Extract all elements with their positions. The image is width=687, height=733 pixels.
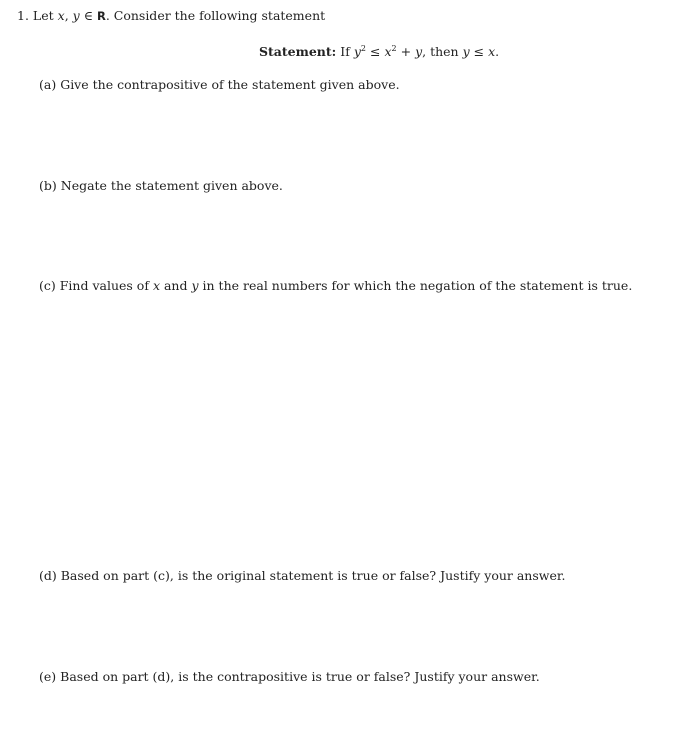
statement-then: , then <box>422 44 459 59</box>
part-text: Negate the statement given above. <box>60 178 283 193</box>
statement-x-2: x <box>488 44 496 59</box>
part-d <box>39 568 565 584</box>
statement-y: y <box>353 44 361 59</box>
part-label: (b) <box>39 178 57 193</box>
statement-label: Statement: <box>259 44 337 59</box>
statement-exponent-y: 2 <box>360 43 366 53</box>
var-x: x <box>57 8 65 23</box>
part-label: (c) <box>39 278 56 293</box>
part-text: in the real numbers for which the negation of the statement is true. <box>202 278 633 293</box>
statement-line <box>259 44 499 60</box>
statement-x: x <box>384 44 392 59</box>
part-c-var-x: x <box>152 278 160 293</box>
part-e <box>39 669 540 685</box>
statement-period: . <box>495 44 500 59</box>
statement-leq: ≤ <box>369 44 381 59</box>
part-text: Find values of <box>59 278 149 293</box>
part-text: and <box>163 278 188 293</box>
statement-y-3: y <box>462 44 470 59</box>
part-a <box>39 77 400 93</box>
part-text: Give the contrapositive of the statement given above. <box>60 77 400 92</box>
part-c <box>39 278 632 294</box>
part-label: (a) <box>39 77 57 92</box>
statement-exponent-x: 2 <box>391 43 397 53</box>
part-b <box>39 178 283 194</box>
element-of-symbol: ∈ <box>83 8 93 23</box>
part-text: Based on part (d), is the contrapositive is true or false? Justify your answer. <box>60 669 540 684</box>
intro-suffix: . Consider the following statement <box>105 8 326 23</box>
part-c-var-y: y <box>191 278 199 293</box>
statement-if: If <box>340 44 350 59</box>
statement-y-2: y <box>415 44 423 59</box>
reals-symbol: R <box>96 9 106 23</box>
problem-header: 1. Let x, y ∈ R. Consider the following statement <box>17 8 326 23</box>
statement-plus: + <box>400 44 412 59</box>
part-text: Based on part (c), is the original statement is true or false? Justify your answer. <box>60 568 566 583</box>
part-label: (e) <box>39 669 57 684</box>
var-y: y <box>72 8 80 23</box>
part-label: (d) <box>39 568 57 583</box>
statement-leq-2: ≤ <box>473 44 485 59</box>
problem-number: 1. <box>17 8 29 23</box>
intro-prefix: Let <box>32 8 54 23</box>
